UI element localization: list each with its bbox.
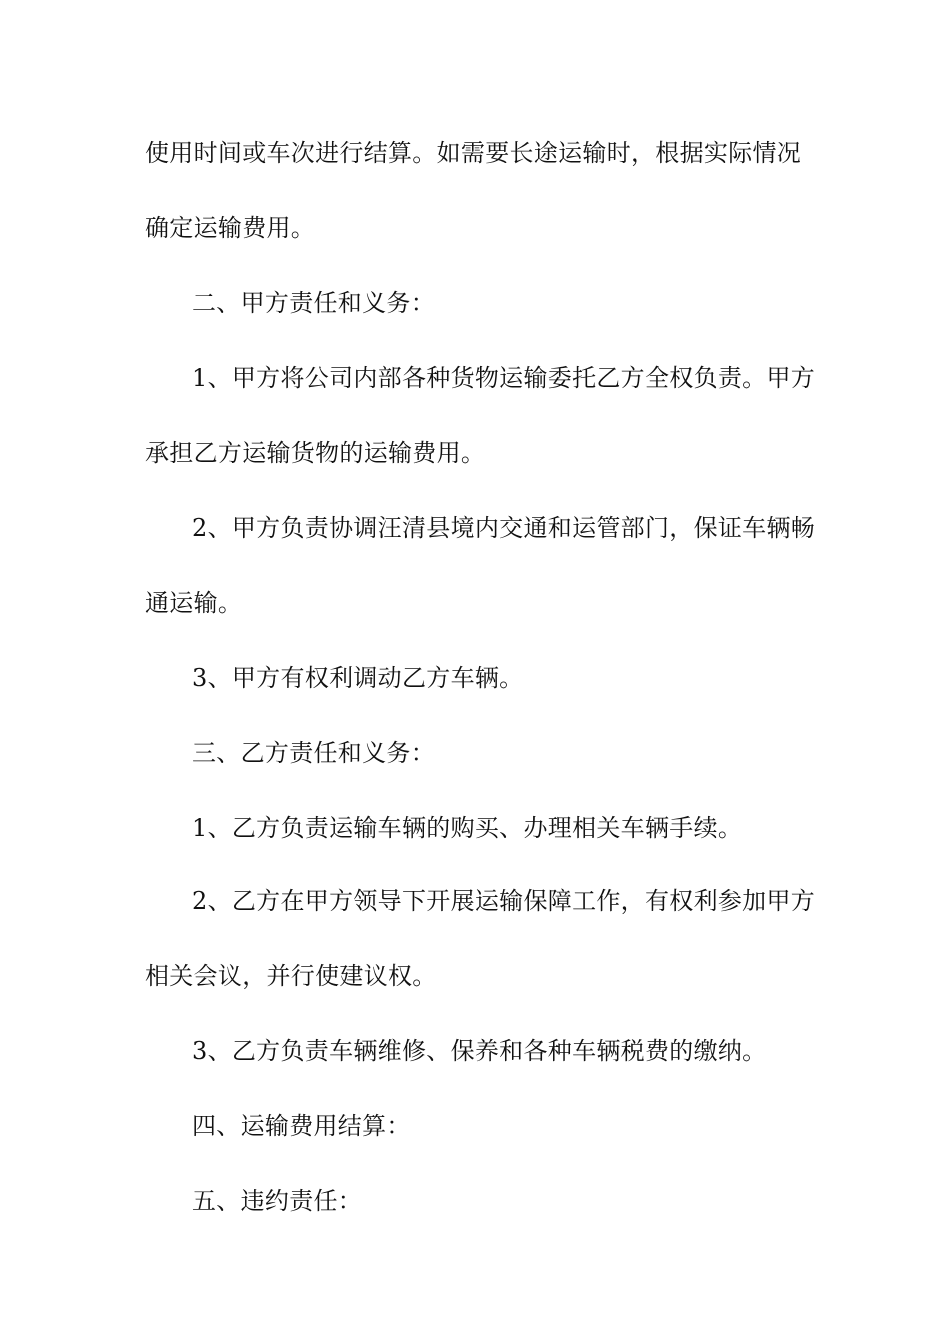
paragraph-line: 1、甲方将公司内部各种货物运输委托乙方全权负责。甲方 [192,364,816,392]
section-heading: 三、乙方责任和义务： [192,739,435,767]
section-heading: 四、运输费用结算： [192,1112,411,1140]
paragraph-line: 2、甲方负责协调汪清县境内交通和运管部门，保证车辆畅 [192,514,816,542]
paragraph-line: 相关会议，并行使建议权。 [145,962,437,990]
paragraph-line: 1、乙方负责运输车辆的购买、办理相关车辆手续。 [192,814,743,842]
section-heading: 五、违约责任： [192,1187,363,1215]
paragraph-line: 2、乙方在甲方领导下开展运输保障工作，有权利参加甲方 [192,887,816,915]
section-heading: 二、甲方责任和义务： [192,289,435,317]
paragraph-line: 3、甲方有权利调动乙方车辆。 [192,664,524,692]
paragraph-line: 通运输。 [145,589,243,617]
paragraph-line: 使用时间或车次进行结算。如需要长途运输时，根据实际情况 [145,139,802,167]
paragraph-line: 3、乙方负责车辆维修、保养和各种车辆税费的缴纳。 [192,1037,767,1065]
paragraph-line: 确定运输费用。 [145,214,316,242]
paragraph-line: 承担乙方运输货物的运输费用。 [145,439,486,467]
